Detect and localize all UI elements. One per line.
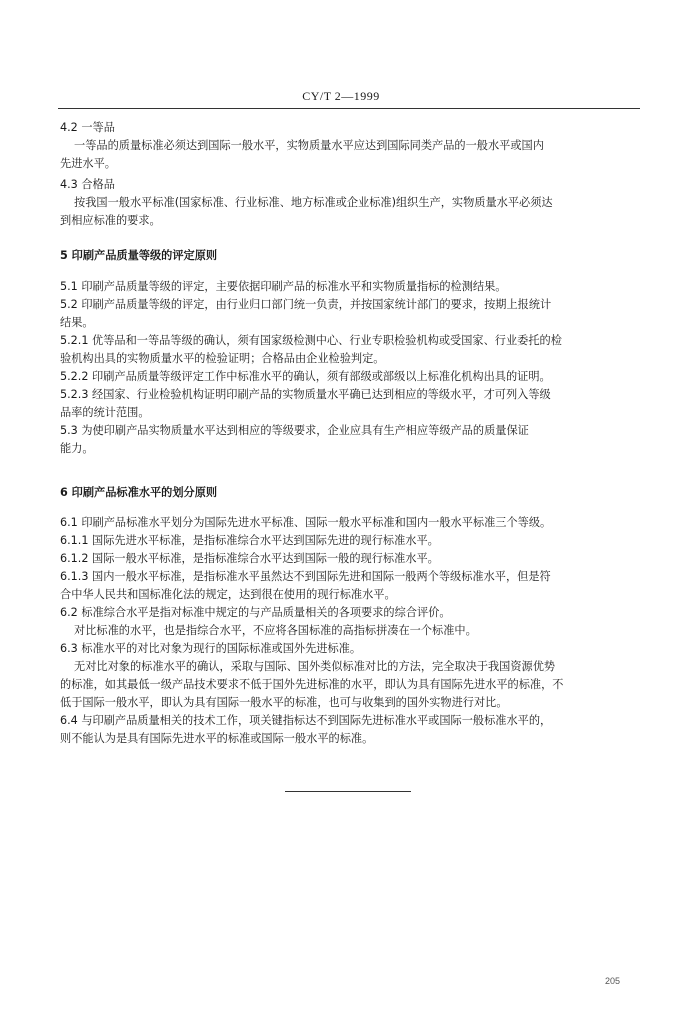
clause-6-1-3: 6.1.3 国内一般水平标准，是指标准水平虽然达不到国际先进和国际一般两个等级标准水平，但是符: [60, 570, 551, 583]
clause-6-1-1: 6.1.1 国际先进水平标准，是指标准综合水平达到国际先进的现行标准水平。: [60, 534, 439, 547]
section-6: [60, 484, 638, 502]
clause-6-4-cont: 则不能认为是具有国际先进水平的标准或国际一般水平的标准。: [60, 732, 374, 745]
section-heading: 5 印刷产品质量等级的评定原则: [60, 249, 218, 262]
clause-5-2-2: 5.2.2 印刷产品质量等级评定工作中标准水平的确认，须有部级或部级以上标准化机构出具的证明。: [60, 370, 551, 383]
clause-6-1-2: 6.1.2 国际一般水平标准，是指标准综合水平达到国际一般的现行标准水平。: [60, 552, 439, 565]
standard-code-header: CY/T 2—1999: [302, 89, 380, 103]
section-5: [60, 247, 638, 265]
clause-6-4: 6.4 与印刷产品质量相关的技术工作，项关键指标达不到国际先进标准水平或国际一般标准水平的，: [60, 714, 552, 727]
clause-5-2: 5.2 印刷产品质量等级的评定，由行业归口部门统一负责，并按国家统计部门的要求，按期上报统计: [60, 298, 552, 311]
clause-6-1-3-cont: 合中华人民共和国标准化法的规定，达到很在使用的现行标准水平。: [60, 588, 396, 601]
header-divider: [58, 108, 640, 109]
section-title: 4.3 合格品: [60, 178, 115, 191]
end-divider: [285, 791, 411, 792]
page-number: 205: [605, 976, 621, 986]
section-4-2: [60, 119, 638, 173]
clause-5-2-1-cont: 验机构出具的实物质量水平的检验证明；合格品由企业检验判定。: [60, 352, 385, 365]
clause-5-2-3-cont: 品率的统计范围。: [60, 406, 150, 419]
clause-5-1: 5.1 印刷产品质量等级的评定，主要依据印刷产品的标准水平和实物质量指标的检测结果。: [60, 280, 507, 293]
clause-5-3-cont: 能力。: [60, 442, 94, 455]
section-title: 4.2 一等品: [60, 121, 115, 134]
clause-5-2-3: 5.2.3 经国家、行业检验机构证明印刷产品的实物质量水平确已达到相应的等级水平，才可列入等级: [60, 388, 551, 401]
paragraph-line: 先进水平。: [60, 157, 116, 170]
clause-6-3-para-3: 低于国际一般水平，即认为具有国际一般水平的标准，也可与收集到的国外实物进行对比。: [60, 696, 508, 709]
paragraph-line: 按我国一般水平标准(国家标准、行业标准、地方标准或企业标准)组织生产，实物质量水平必须达: [74, 196, 553, 209]
section-4-3: [60, 176, 638, 230]
clause-5-2-cont: 结果。: [60, 316, 94, 329]
section-heading: 6 印刷产品标准水平的划分原则: [60, 486, 218, 499]
clause-6-3-para-2: 的标准，如其最低一级产品技术要求不低于国外先进标准的水平，即认为具有国际先进水平的标准，不: [60, 678, 564, 691]
section-5-body: [60, 278, 638, 458]
paragraph-line: 到相应标准的要求。: [60, 214, 161, 227]
clause-6-3-para-1: 无对比对象的标准水平的确认，采取与国际、国外类似标准对比的方法，完全取决于我国资源优势: [74, 660, 556, 673]
clause-6-2-cont: 对比标准的水平，也是指综合水平，不应将各国标准的高指标拼凑在一个标准中。: [74, 624, 477, 637]
paragraph-line: 一等品的质量标准必须达到国际一般水平，实物质量水平应达到国际同类产品的一般水平或国内: [74, 139, 544, 152]
section-6-body: [60, 514, 638, 748]
clause-6-3: 6.3 标准水平的对比对象为现行的国际标准或国外先进标准。: [60, 642, 362, 655]
clause-5-2-1: 5.2.1 优等品和一等品等级的确认，须有国家级检测中心、行业专职检验机构或受国家、行业委托的检: [60, 334, 562, 347]
clause-6-2: 6.2 标准综合水平是指对标准中规定的与产品质量相关的各项要求的综合评价。: [60, 606, 451, 619]
clause-6-1: 6.1 印刷产品标准水平划分为国际先进水平标准、国际一般水平标准和国内一般水平标准三个等级。: [60, 516, 552, 529]
clause-5-3: 5.3 为使印刷产品实物质量水平达到相应的等级要求，企业应具有生产相应等级产品的质量保证: [60, 424, 529, 437]
